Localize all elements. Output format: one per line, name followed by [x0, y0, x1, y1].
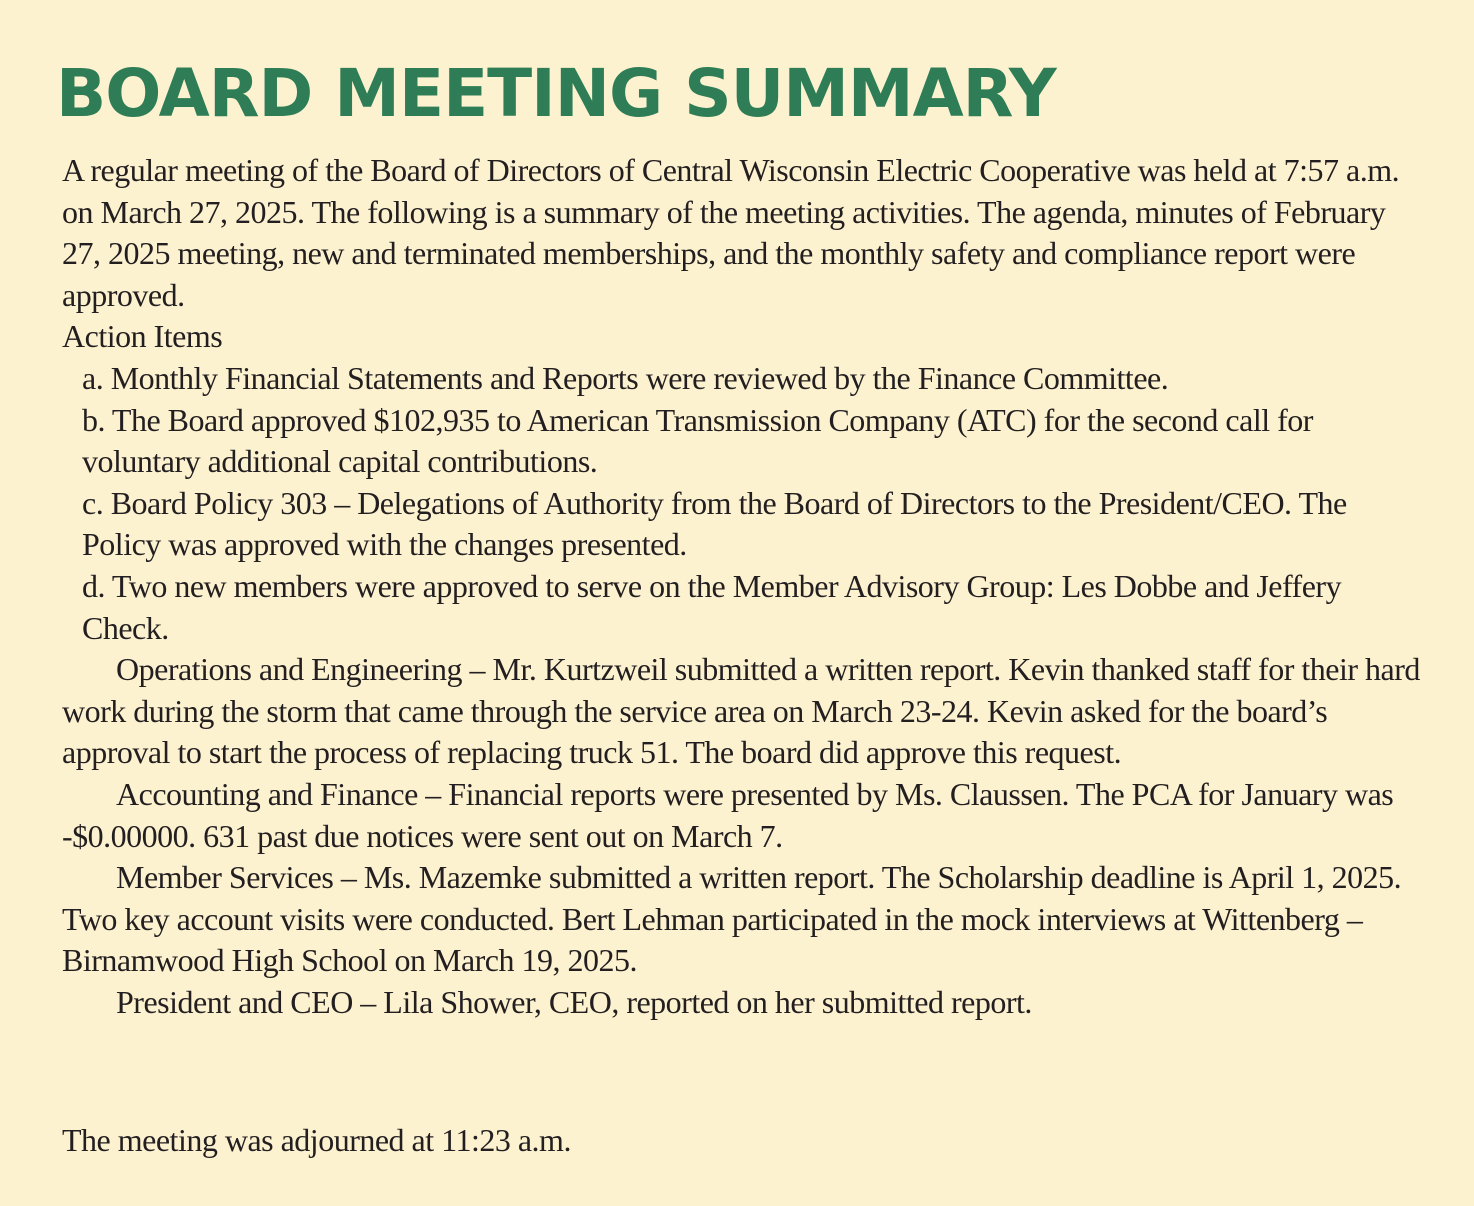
action-item-d: d. Two new members were approved to serve on the Member Advisory Group: Les Dobbe and Jeffery Check. — [82, 567, 1342, 646]
action-item-a: a. Monthly Financial Statements and Reports were reviewed by the Finance Committee. — [82, 359, 1169, 396]
action-items-heading: Action Items — [62, 318, 223, 355]
adjournment-note: The meeting was adjourned at 11:23 a.m. — [62, 1122, 571, 1158]
president-ceo-paragraph: President and CEO – Lila Shower, CEO, reported on her submitted report. — [116, 983, 1032, 1020]
summary-body — [62, 150, 1422, 1023]
intro-paragraph: A regular meeting of the Board of Directors of Central Wisconsin Electric Cooperative was held at 7:57 a.m. on March 27, 2025. The following is a summary of the meeting activities. The agenda, minutes of February 27, 2025 meeting, new and terminated memberships, and the monthly safety and compliance report were approved. — [62, 152, 1400, 313]
member-services-paragraph: Member Services – Ms. Mazemke submitted a written report. The Scholarship deadline is April 1, 2025. Two key account visits were conducted. Bert Lehman participated in the mock interviews at Wittenberg – Birnamwood High School on March 19, 2025. — [62, 859, 1402, 979]
page-title: BOARD MEETING SUMMARY — [56, 55, 1056, 132]
operations-engineering-paragraph: Operations and Engineering – Mr. Kurtzweil submitted a written report. Kevin thanked staff for their hard work during the storm that came through the service area on March 23-24. Kevin asked for the board’s approval to start the process of replacing truck 51. The board did approve this request. — [62, 651, 1420, 771]
action-item-b: b. The Board approved $102,935 to American Transmission Company (ATC) for the second call for voluntary additional capital contributions. — [82, 401, 1313, 480]
accounting-finance-paragraph: Accounting and Finance – Financial reports were presented by Ms. Claussen. The PCA for January was -$0.00000. 631 past due notices were sent out on March 7. — [62, 775, 1394, 854]
action-item-c: c. Board Policy 303 – Delegations of Authority from the Board of Directors to the President/CEO. The Policy was approved with the changes presented. — [82, 484, 1347, 563]
